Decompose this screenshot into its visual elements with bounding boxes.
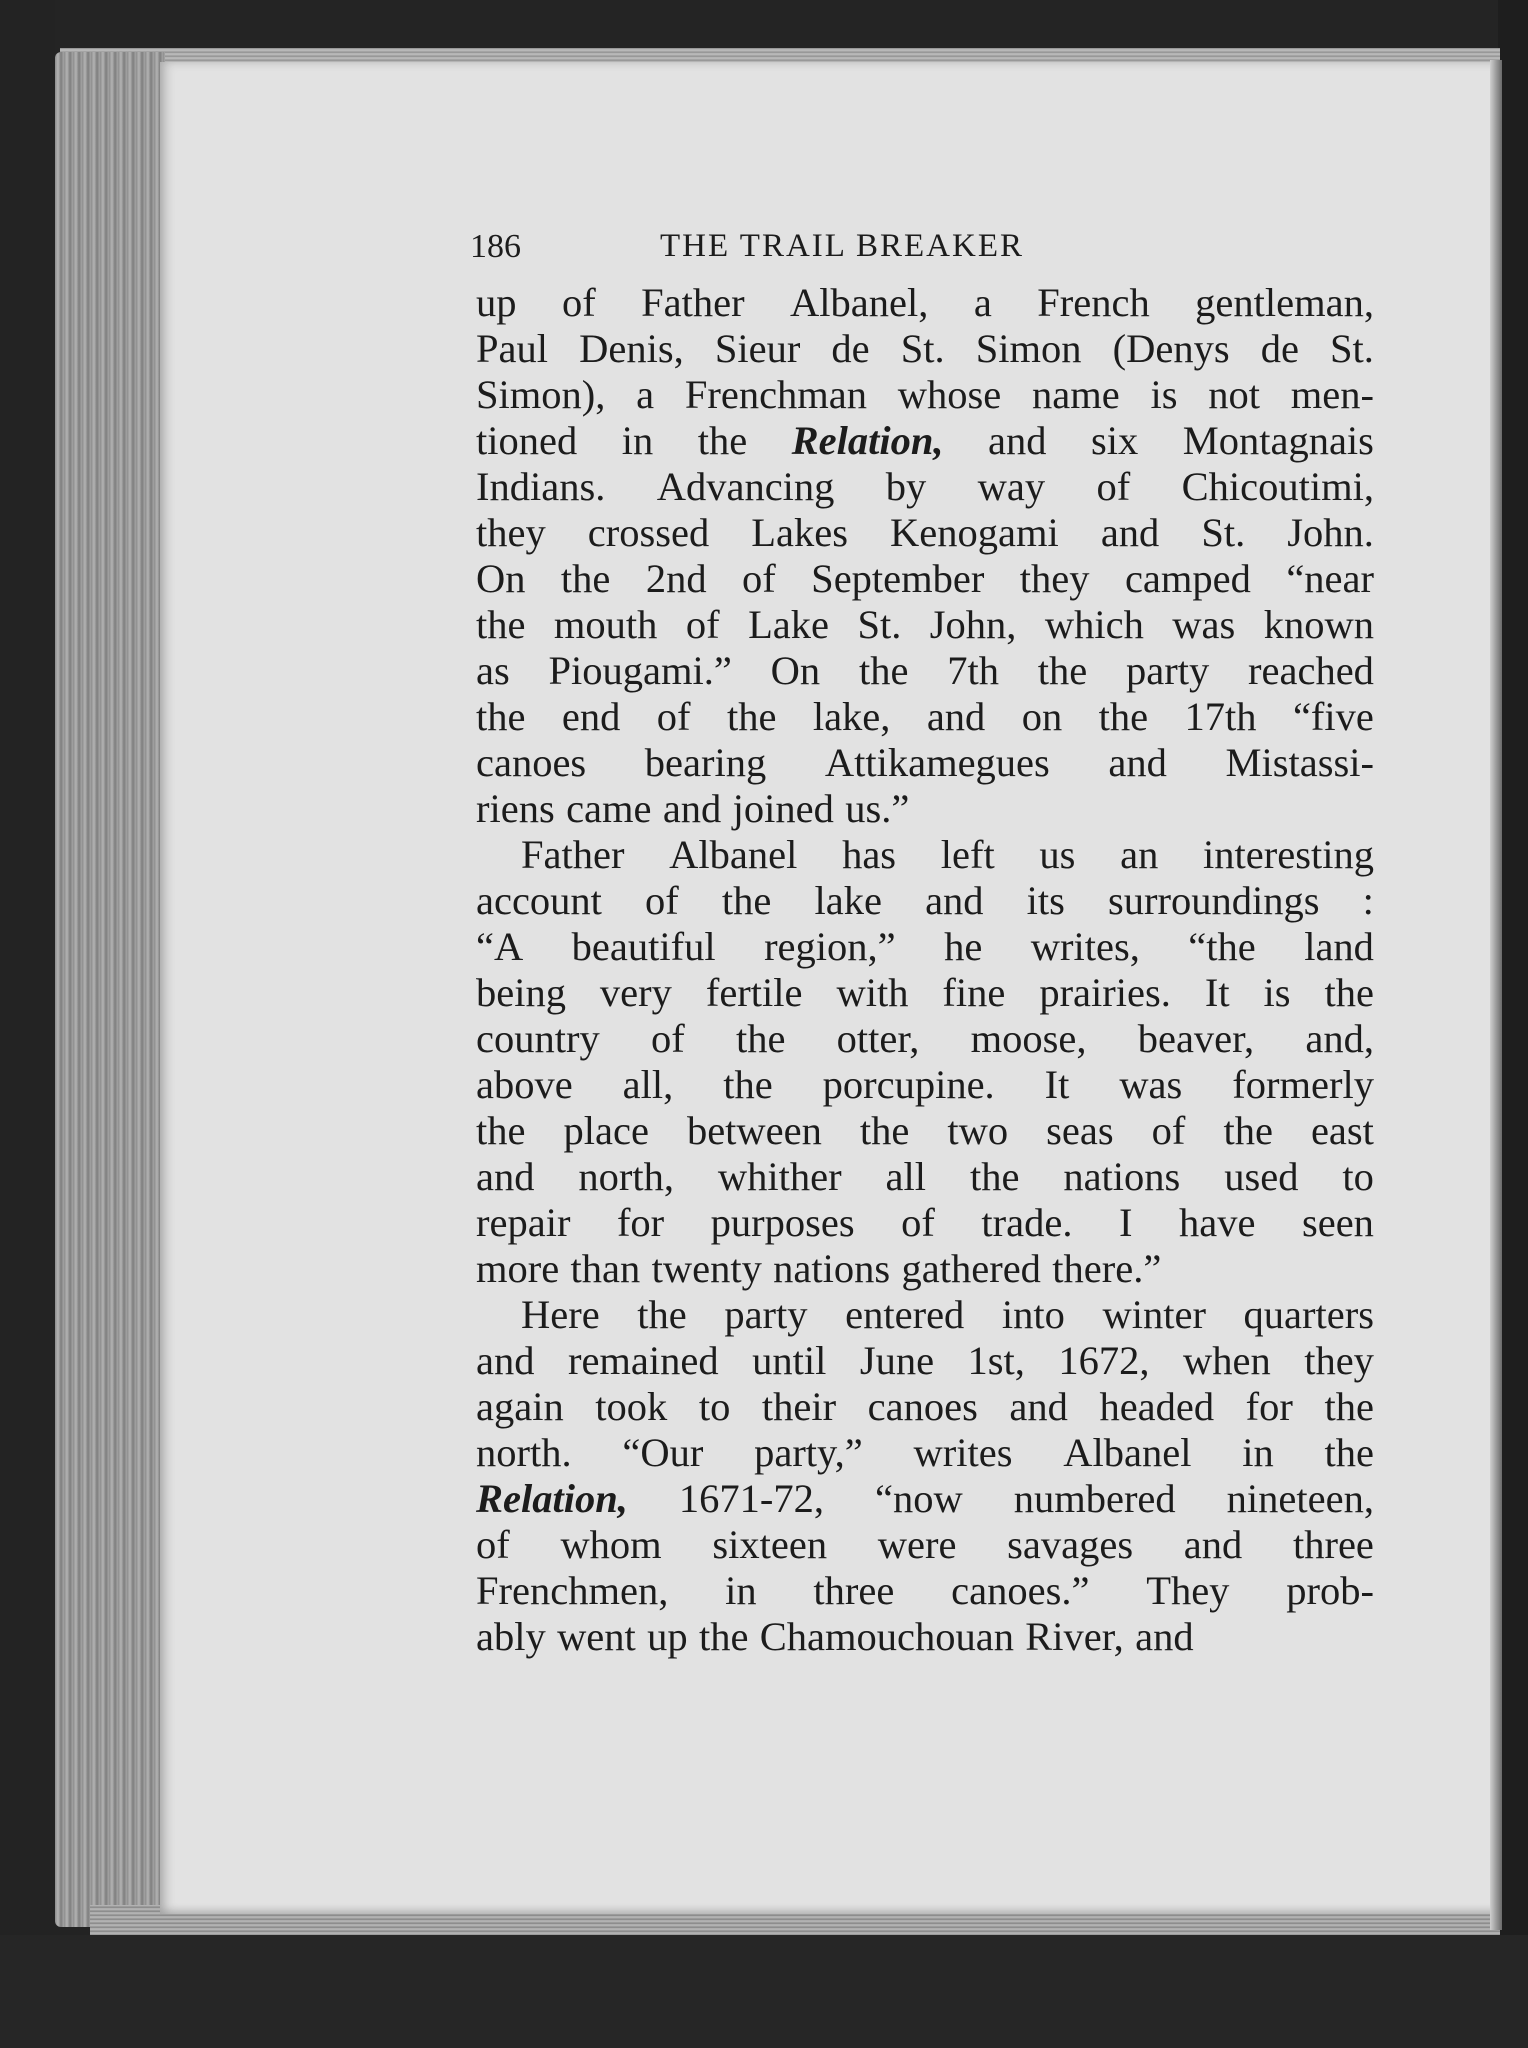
text-line: they crossed Lakes Kenogami and St. John. [476,510,1374,555]
background-top [0,0,1528,55]
running-header [470,228,1150,274]
text-line: account of the lake and its surroundings : [476,878,1374,923]
text-line: as Piougami.” On the 7th the party reached [476,648,1374,693]
page-number: 186 [470,228,521,265]
text-line: north. “Our party,” writes Albanel in the [476,1430,1374,1475]
text-line: of whom sixteen were savages and three [476,1522,1374,1567]
text-line: tioned in the Relation, and six Montagnais [476,418,1374,463]
text-line: being very fertile with fine prairies. It is the [476,970,1374,1015]
text-line: Simon), a Frenchman whose name is not men- [476,372,1374,417]
text-line: Indians. Advancing by way of Chicoutimi, [476,464,1374,509]
running-title: THE TRAIL BREAKER [660,228,1024,264]
background-right [1498,0,1528,2048]
background-bottom [0,1935,1528,2048]
text-line: Relation, 1671-72, “now numbered nineteen, [476,1476,1374,1521]
page-gutter-shadow [1490,60,1502,1930]
text-line: again took to their canoes and headed for the [476,1384,1374,1429]
text-line: canoes bearing Attikamegues and Mistassi- [476,740,1374,785]
body-text [476,280,1374,1660]
background-left [0,0,55,2048]
text-line: On the 2nd of September they camped “near [476,556,1374,601]
text-line: country of the otter, moose, beaver, and, [476,1016,1374,1061]
text-line: the end of the lake, and on the 17th “five [476,694,1374,739]
text-line: repair for purposes of trade. I have seen [476,1200,1374,1245]
text-line: riens came and joined us.” [476,786,910,831]
text-line: Here the party entered into winter quarters [521,1292,1374,1337]
text-line: up of Father Albanel, a French gentleman, [476,280,1374,325]
text-line: above all, the porcupine. It was formerly [476,1062,1374,1107]
text-line: Frenchmen, in three canoes.” They prob- [476,1568,1374,1613]
text-line: Father Albanel has left us an interesting [521,832,1374,877]
text-line: more than twenty nations gathered there.” [476,1246,1162,1291]
text-line: the place between the two seas of the east [476,1108,1374,1153]
page-edges-left [55,52,165,1927]
text-line: the mouth of Lake St. John, which was known [476,602,1374,647]
text-line: Paul Denis, Sieur de St. Simon (Denys de St. [476,326,1374,371]
text-line: ably went up the Chamouchouan River, and [476,1614,1194,1659]
text-line: and remained until June 1st, 1672, when they [476,1338,1374,1383]
text-line: “A beautiful region,” he writes, “the land [476,924,1374,969]
text-line: and north, whither all the nations used to [476,1154,1374,1199]
